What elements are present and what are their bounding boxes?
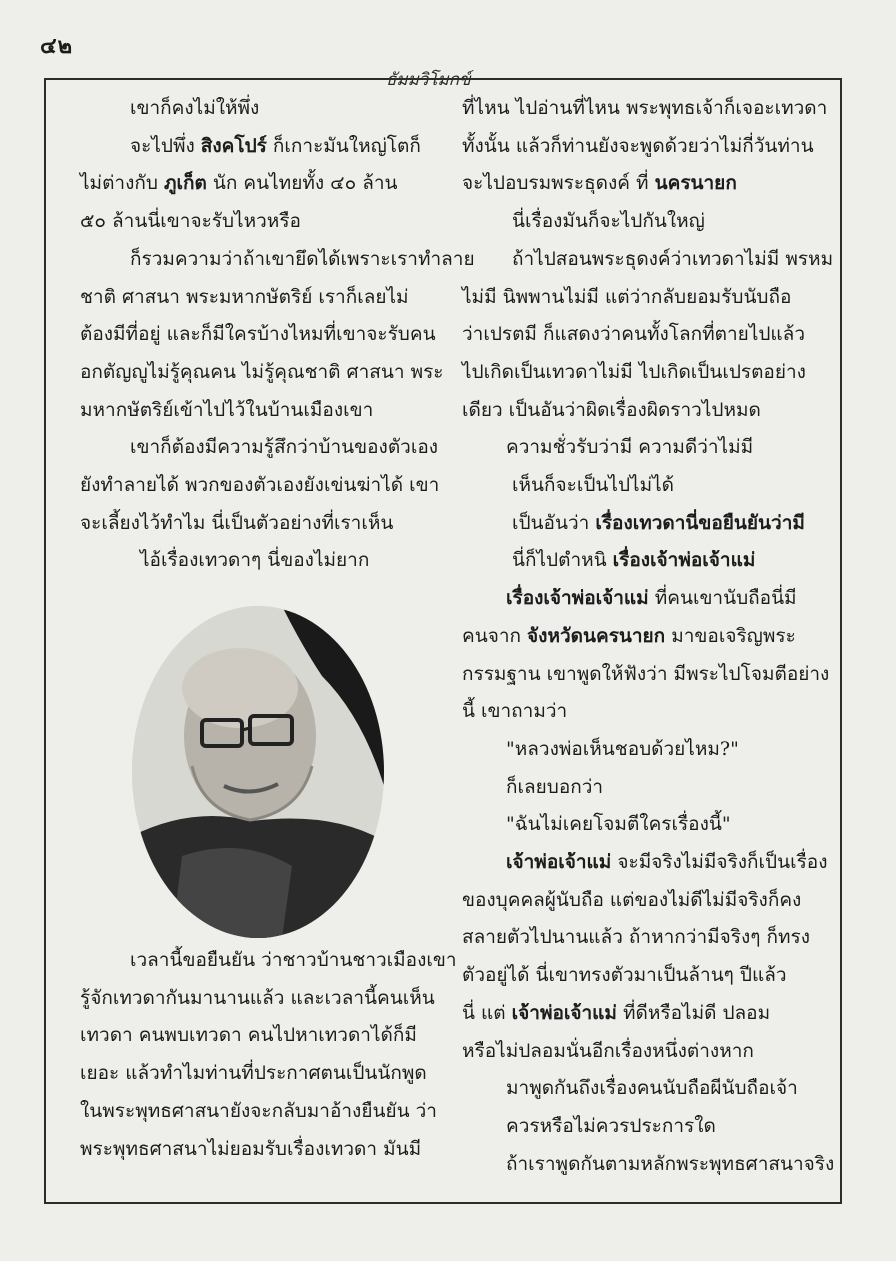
text-line: ถ้าเราพูดกันตามหลักพระพุทธศาสนาจริง	[506, 1152, 835, 1175]
text-line: รู้จักเทวดากันมานานแล้ว และเวลานี้คนเห็น	[80, 986, 435, 1009]
text-line: ไม่ต่างกับ ภูเก็ต นัก คนไทยทั้ง ๔๐ ล้าน	[80, 172, 398, 195]
page-number: ๔๒	[40, 33, 74, 59]
text-line: ที่ไหน ไปอ่านที่ไหน พระพุทธเจ้าก็เจอะเทวดา	[462, 97, 828, 119]
text-line: เทวดา คนพบเทวดา คนไปหาเทวดาได้ก็มี	[80, 1024, 417, 1047]
text-line: ไอ้เรื่องเทวดาๆ นี่ของไม่ยาก	[140, 549, 370, 572]
text-line: ก็เลยบอกว่า	[506, 775, 604, 798]
text-line: จะไปอบรมพระธุดงค์ ที่ นครนายก	[462, 172, 737, 195]
text-line: ๕๐ ล้านนี่เขาจะรับไหวหรือ	[80, 210, 301, 233]
text-line: เยอะ แล้วทำไมท่านที่ประกาศตนเป็นนักพูด	[80, 1062, 427, 1085]
text-line: นี้ เขาถามว่า	[462, 700, 568, 723]
text-line: ว่าเปรตมี ก็แสดงว่าคนทั้งโลกที่ตายไปแล้ว	[462, 323, 805, 346]
text-line: ถ้าไปสอนพระธุดงค์ว่าเทวดาไม่มี พรหม	[512, 247, 834, 270]
text-line: นี่ก็ไปตำหนิ เรื่องเจ้าพ่อเจ้าแม่	[512, 549, 756, 572]
running-header: ธัมมวิโมกข์	[386, 70, 471, 90]
text-line: ในพระพุทธศาสนายังจะกลับมาอ้างยืนยัน ว่า	[80, 1099, 437, 1122]
text-line: "หลวงพ่อเห็นชอบด้วยไหม?"	[506, 737, 739, 760]
text-line: กรรมฐาน เขาพูดให้ฟังว่า มีพระไปโจมตีอย่าง	[462, 662, 830, 685]
text-line: พระพุทธศาสนาไม่ยอมรับเรื่องเทวดา มันมี	[80, 1137, 422, 1160]
text-line: จะไปพึ่ง สิงคโปร์ ก็เกาะมันใหญ่โตก็	[130, 134, 421, 157]
text-line: นี่ แต่ เจ้าพ่อเจ้าแม่ ที่ดีหรือไม่ดี ปลอม	[462, 1001, 771, 1024]
text-line: เจ้าพ่อเจ้าแม่ จะมีจริงไม่มีจริงก็เป็นเรื่อง	[506, 851, 828, 874]
text-line: จะเลี้ยงไว้ทำไม นี่เป็นตัวอย่างที่เราเห็น	[80, 511, 394, 534]
text-line: เขาก็ต้องมีความรู้สึกว่าบ้านของตัวเอง	[130, 436, 439, 459]
text-line: ของบุคคลผู้นับถือ แต่ของไม่ดีไม่มีจริงก็คง	[462, 888, 802, 911]
text-line: เขาก็คงไม่ให้พึ่ง	[130, 97, 260, 119]
text-line: ความชั่วรับว่ามี ความดีว่าไม่มี	[506, 436, 754, 459]
text-line: หรือไม่ปลอมนั่นอีกเรื่องหนึ่งต่างหาก	[462, 1039, 754, 1062]
text-line: ทั้งนั้น แล้วก็ท่านยังจะพูดด้วยว่าไม่กี่วันท่าน	[462, 134, 814, 157]
text-line: มหากษัตริย์เข้าไปไว้ในบ้านเมืองเขา	[80, 398, 374, 421]
text-line: ไม่มี นิพพานไม่มี แต่ว่ากลับยอมรับนับถือ	[462, 285, 792, 308]
text-line: ต้องมีที่อยู่ และก็มีใครบ้างไหมที่เขาจะรับคน	[80, 323, 436, 346]
text-line: เห็นก็จะเป็นไปไม่ได้	[512, 474, 674, 497]
text-line: เดียว เป็นอันว่าผิดเรื่องผิดราวไปหมด	[462, 398, 761, 421]
left-column-bottom	[80, 942, 457, 1168]
text-line: นี่เรื่องมันก็จะไปกันใหญ่	[512, 210, 705, 233]
text-line: มาพูดกันถึงเรื่องคนนับถือผีนับถือเจ้า	[506, 1077, 798, 1100]
text-line: คนจาก จังหวัดนครนายก มาขอเจริญพระ	[462, 624, 796, 647]
text-line: ชาติ ศาสนา พระมหากษัตริย์ เราก็เลยไม่	[80, 285, 409, 308]
text-line: อกตัญญูไม่รู้คุณคน ไม่รู้คุณชาติ ศาสนา พระ	[80, 360, 444, 383]
text-line: ควรหรือไม่ควรประการใด	[506, 1114, 716, 1137]
text-line: สลายตัวไปนานแล้ว ถ้าหากว่ามีจริงๆ ก็ทรง	[462, 926, 811, 949]
text-line: เวลานี้ขอยืนยัน ว่าชาวบ้านชาวเมืองเขา	[130, 949, 457, 971]
left-column-top	[80, 90, 475, 580]
text-line: "ฉันไม่เคยโจมตีใครเรื่องนี้"	[506, 813, 731, 836]
text-line: เป็นอันว่า เรื่องเทวดานี่ขอยืนยันว่ามี	[512, 511, 805, 534]
portrait-photo	[132, 606, 384, 938]
text-line: ก็รวมความว่าถ้าเขายึดได้เพราะเราทำลาย	[130, 247, 475, 270]
text-line: ไปเกิดเป็นเทวดาไม่มี ไปเกิดเป็นเปรตอย่าง	[462, 360, 806, 383]
text-line: ยังทำลายได้ พวกของตัวเองยังเข่นฆ่าได้ เขา	[80, 474, 440, 497]
text-line: ตัวอยู่ได้ นี่เขาทรงตัวมาเป็นล้านๆ ปีแล้ว	[462, 964, 787, 987]
text-line: เรื่องเจ้าพ่อเจ้าแม่ ที่คนเขานับถือนี่มี	[506, 587, 797, 610]
right-column	[462, 90, 835, 1183]
